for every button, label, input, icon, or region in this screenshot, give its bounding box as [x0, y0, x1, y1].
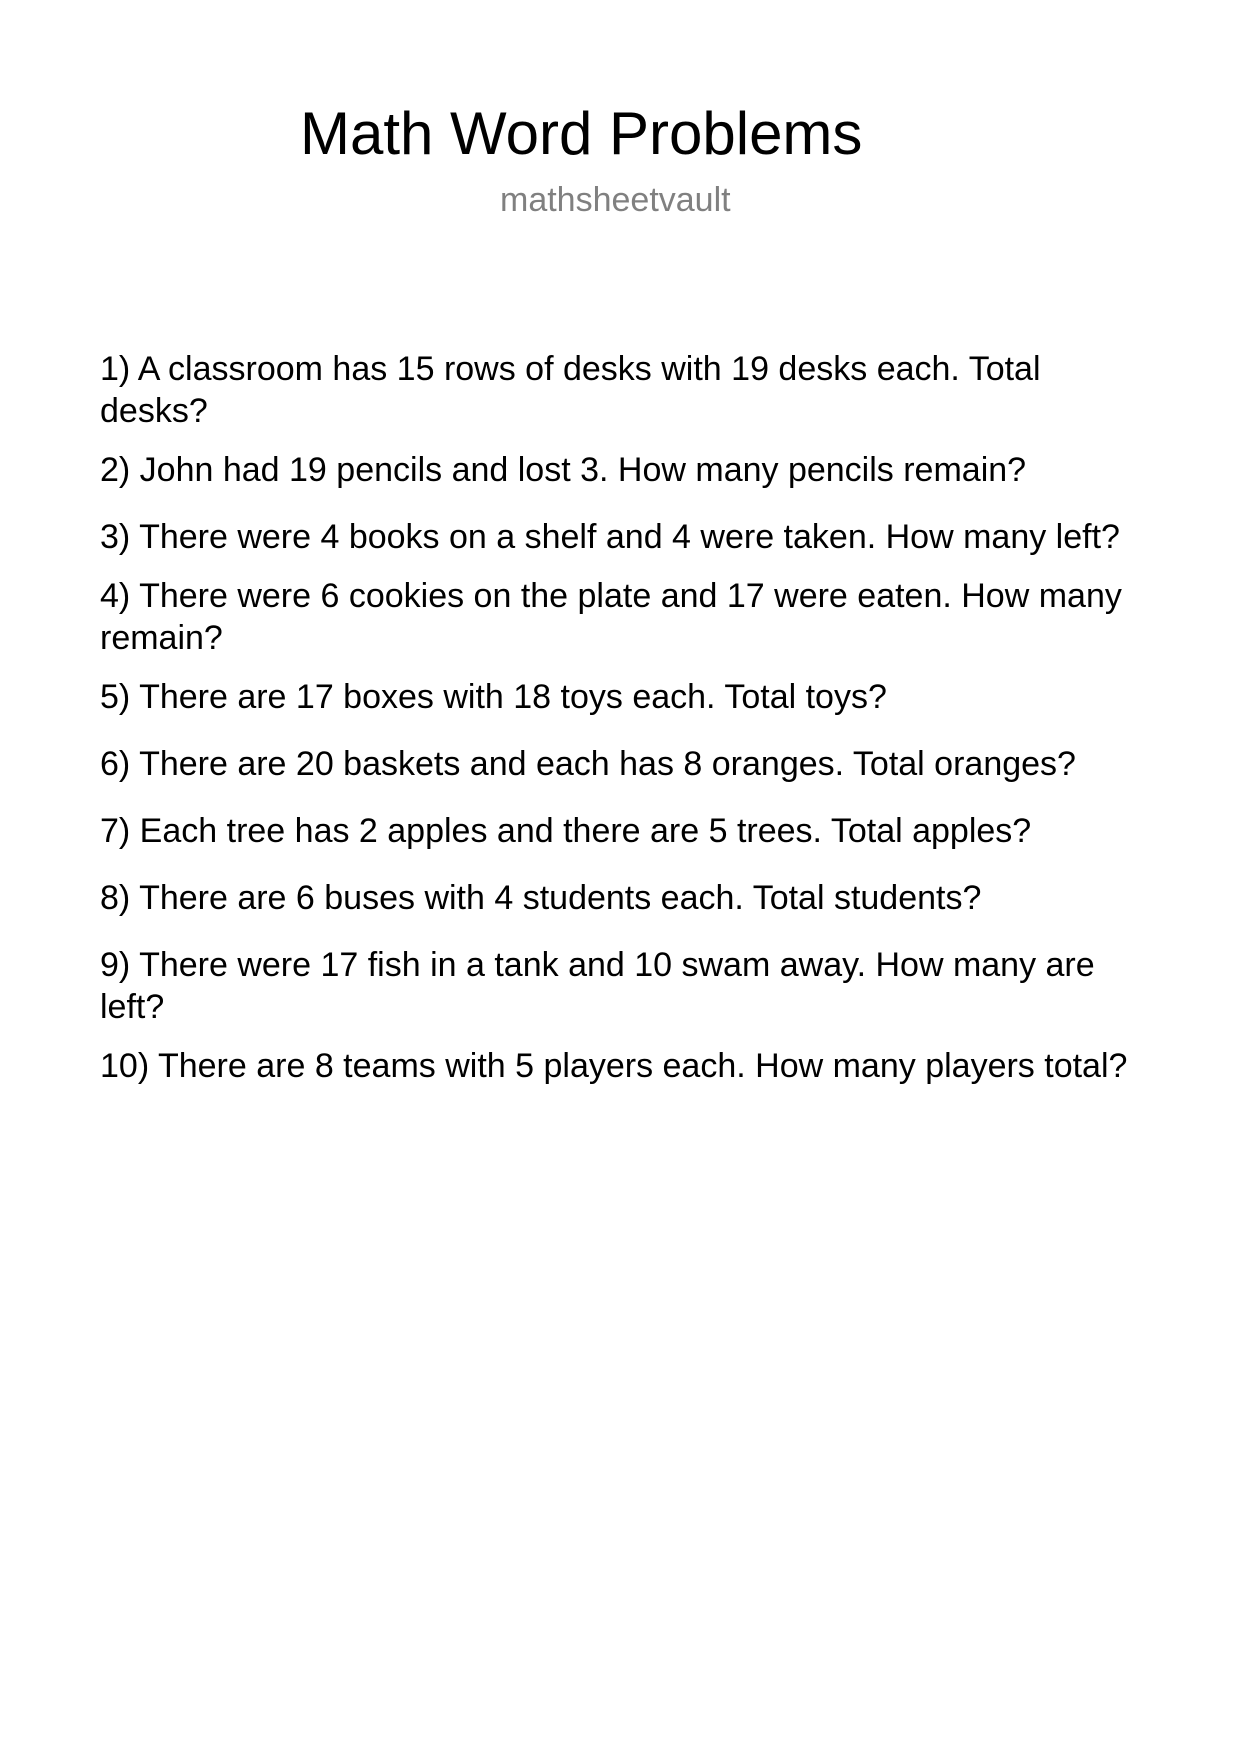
- problem-item-8: 8) There are 6 buses with 4 students each. Total students?: [100, 879, 982, 917]
- problem-item-9: 9) There were 17 fish in a tank and 10 swam away. How many are left?: [100, 946, 1095, 1026]
- problem-item-2: 2) John had 19 pencils and lost 3. How many pencils remain?: [100, 451, 1027, 489]
- worksheet-title: Math Word Problems: [300, 100, 863, 167]
- worksheet-source: mathsheetvault: [500, 181, 731, 219]
- problem-item-7: 7) Each tree has 2 apples and there are 5 trees. Total apples?: [100, 812, 1032, 850]
- problem-item-6: 6) There are 20 baskets and each has 8 oranges. Total oranges?: [100, 745, 1076, 783]
- problem-item-1: 1) A classroom has 15 rows of desks with 19 desks each. Total desks?: [100, 350, 1041, 430]
- problem-item-4: 4) There were 6 cookies on the plate and 17 were eaten. How many remain?: [100, 577, 1122, 657]
- problem-list: [100, 348, 1140, 1104]
- problem-item-3: 3) There were 4 books on a shelf and 4 were taken. How many left?: [100, 518, 1120, 556]
- problem-item-10: 10) There are 8 teams with 5 players each. How many players total?: [100, 1047, 1128, 1085]
- problem-item-5: 5) There are 17 boxes with 18 toys each. Total toys?: [100, 678, 887, 716]
